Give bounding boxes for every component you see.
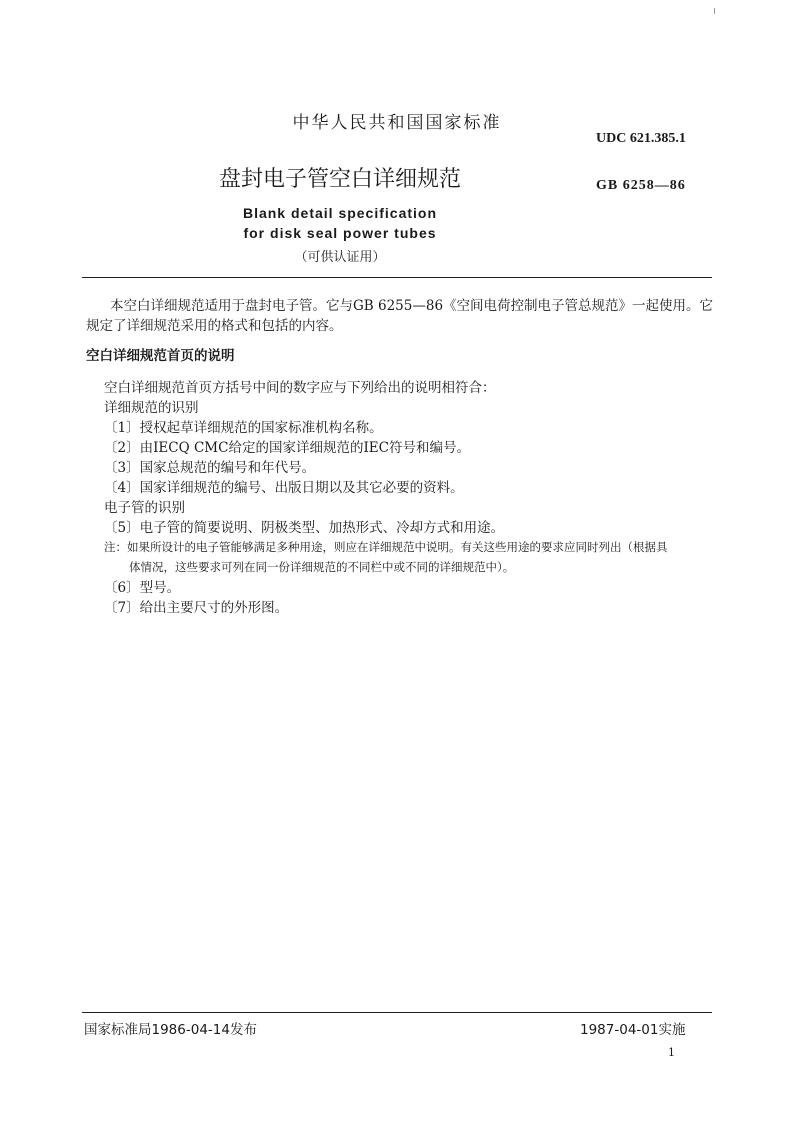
issue-date: 国家标准局1986-04-14发布 (84, 1022, 257, 1038)
bottom-divider (82, 1012, 712, 1013)
note-line: 注：如果所设计的电子管能够满足多种用途，则应在详细规范中说明。有关这些用途的要求应同时列出（根据具 (104, 540, 668, 554)
scan-mark (714, 8, 715, 14)
body-line: 电子管的识别 (104, 500, 185, 516)
udc-code: UDC 621.385.1 (596, 131, 686, 146)
list-item: 〔6〕型号。 (104, 580, 181, 596)
section-heading: 空白详细规范首页的说明 (86, 348, 235, 364)
effective-date: 1987-04-01实施 (580, 1022, 686, 1038)
page-number: 1 (668, 1046, 675, 1059)
list-item: 〔4〕国家详细规范的编号、出版日期以及其它必要的资料。 (104, 480, 464, 496)
document-title: 盘封电子管空白详细规范 (218, 167, 461, 192)
english-title-line1: Blank detail specification (242, 205, 438, 221)
note-continuation: 体情况，这些要求可列在同一份详细规范的不同栏中或不同的详细规范中）。 (129, 560, 515, 574)
standard-name: 中华人民共和国国家标准 (292, 113, 502, 133)
body-line: 空白详细规范首页方括号中间的数字应与下列给出的说明相符合： (104, 380, 496, 396)
gb-number: GB 6258—86 (596, 178, 686, 193)
list-item: 〔1〕授权起草详细规范的国家标准机构名称。 (104, 420, 383, 436)
top-divider (82, 277, 712, 278)
title-note: （可供认证用） (294, 250, 386, 265)
document-body (86, 296, 714, 618)
list-item: 〔7〕给出主要尺寸的外形图。 (104, 600, 289, 616)
list-item: 〔3〕国家总规范的编号和年代号。 (104, 460, 316, 476)
body-line: 详细规范的识别 (104, 400, 199, 416)
intro-paragraph: 本空白详细规范适用于盘封电子管。它与GB 6255—86《空间电荷控制电子管总规范》一起使用。它规定了详细规范采用的格式和包括的内容。 (86, 298, 714, 334)
list-item: 〔5〕电子管的简要说明、阴极类型、加热形式、冷却方式和用途。 (104, 520, 505, 536)
list-item: 〔2〕由IECQ CMC给定的国家详细规范的IEC符号和编号。 (104, 440, 470, 456)
english-title-line2: for disk seal power tubes (243, 225, 437, 241)
